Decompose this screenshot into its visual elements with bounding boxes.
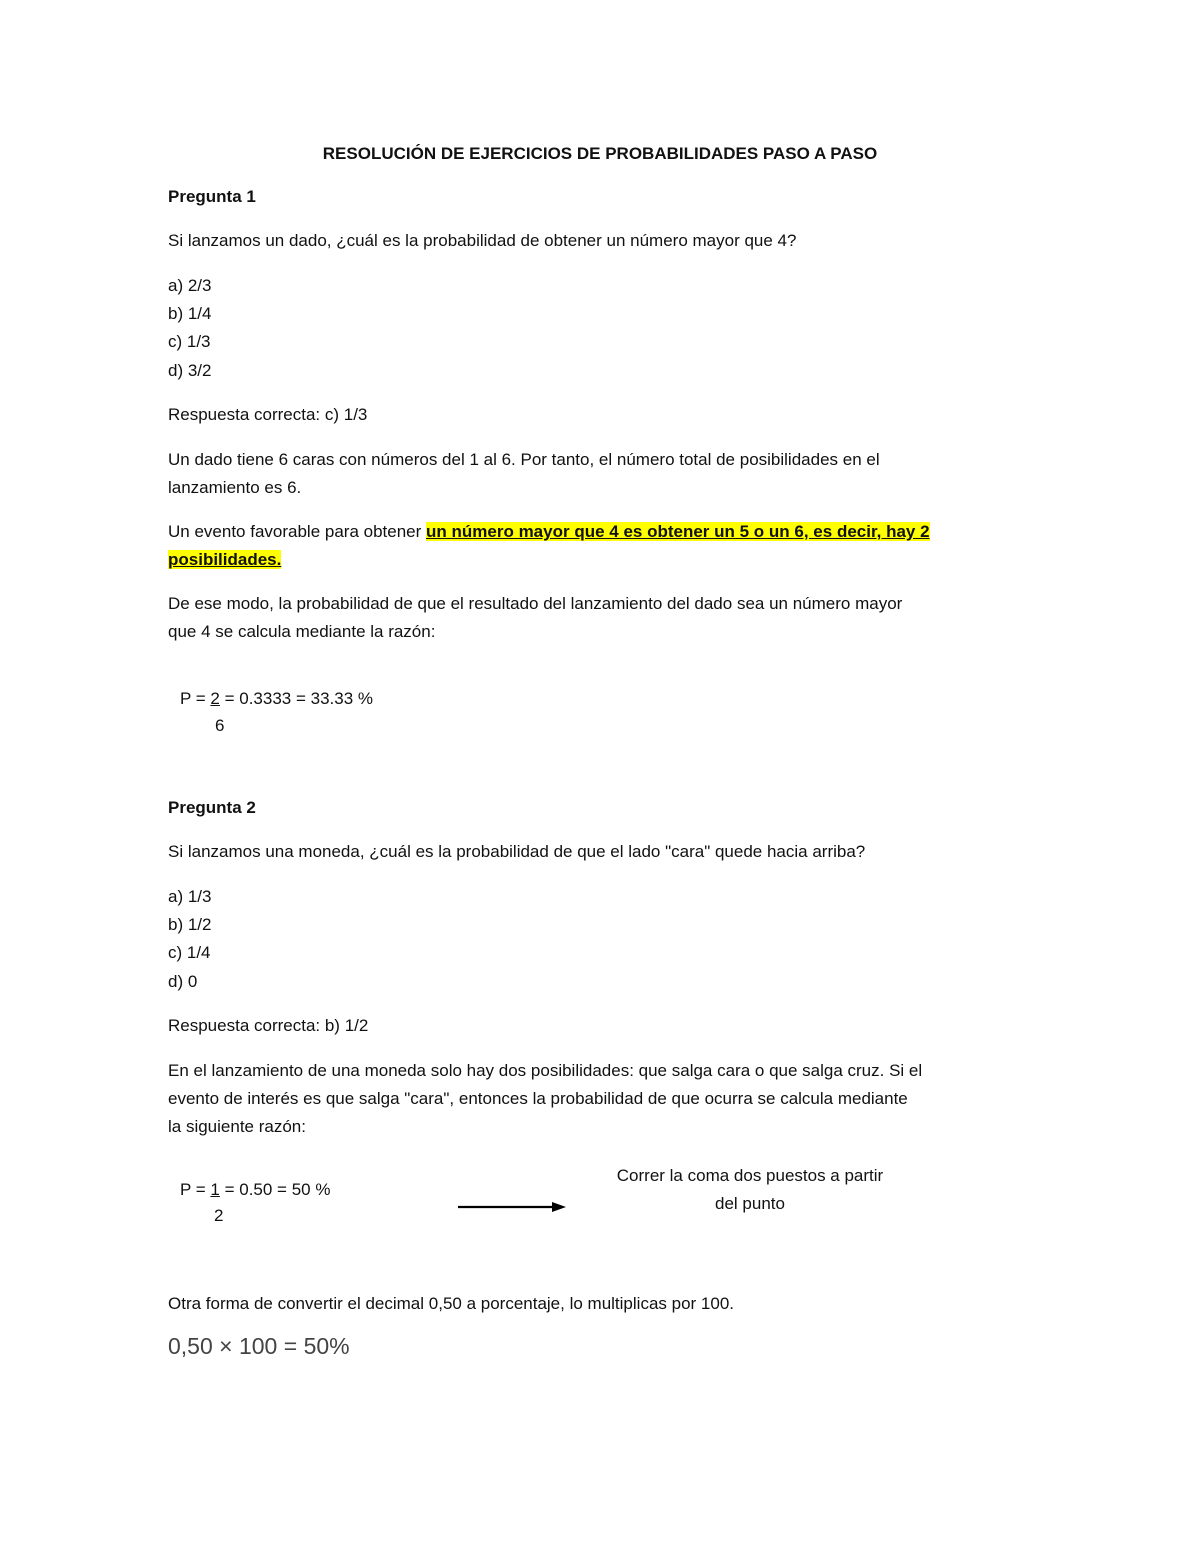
question-1-heading: Pregunta 1 <box>168 187 256 206</box>
question-1-explanation-3-line-1: De ese modo, la probabilidad de que el resultado del lanzamiento del dado sea un número mayor <box>168 594 903 613</box>
question-1-option-a: a) 2/3 <box>168 276 212 295</box>
question-2-heading: Pregunta 2 <box>168 798 256 817</box>
question-1-formula <box>180 685 373 713</box>
question-2-option-b: b) 1/2 <box>168 915 212 934</box>
question-2-formula <box>180 1176 330 1204</box>
right-arrow-icon <box>458 1200 566 1214</box>
question-1-formula-denominator: 6 <box>215 716 225 735</box>
multiplication-equation: 0,50 × 100 = 50% <box>168 1333 350 1359</box>
formula-numerator: 2 <box>210 689 220 708</box>
question-2-option-c: c) 1/4 <box>168 943 211 962</box>
explanation-2-prefix: Un evento favorable para obtener <box>168 522 427 541</box>
question-2-explanation-line-2: evento de interés es que salga "cara", entonces la probabilidad de que ocurra se calcula mediante <box>168 1089 908 1108</box>
question-1-text: Si lanzamos un dado, ¿cuál es la probabilidad de obtener un número mayor que 4? <box>168 231 797 250</box>
formula-numerator: 1 <box>210 1180 220 1199</box>
formula-rest: = 0.50 = 50 % <box>219 1180 331 1199</box>
arrow-note-line-2: del punto <box>715 1194 785 1213</box>
question-1-explanation-1-line-1: Un dado tiene 6 caras con números del 1 al 6. Por tanto, el número total de posibilidades en el <box>168 450 880 469</box>
formula-prefix: P = <box>180 689 211 708</box>
question-1-option-c: c) 1/3 <box>168 332 211 351</box>
arrow-note-line-1: Correr la coma dos puestos a partir <box>616 1166 884 1185</box>
document-title: RESOLUCIÓN DE EJERCICIOS DE PROBABILIDADES PASO A PASO <box>322 144 878 163</box>
highlighted-text: posibilidades. <box>168 550 282 569</box>
formula-prefix: P = <box>180 1180 211 1199</box>
question-2-explanation-line-3: la siguiente razón: <box>168 1117 306 1136</box>
question-1-answer: Respuesta correcta: c) 1/3 <box>168 405 368 424</box>
question-1-option-b: b) 1/4 <box>168 304 212 323</box>
question-2-text: Si lanzamos una moneda, ¿cuál es la probabilidad de que el lado "cara" quede hacia arriba? <box>168 842 866 861</box>
question-1-explanation-3-line-2: que 4 se calcula mediante la razón: <box>168 622 436 641</box>
question-1-explanation-2-line-1 <box>168 518 930 546</box>
arrow-note <box>580 1162 920 1218</box>
question-2-formula-denominator: 2 <box>214 1206 224 1225</box>
question-2-option-a: a) 1/3 <box>168 887 212 906</box>
question-1-explanation-1-line-2: lanzamiento es 6. <box>168 478 302 497</box>
question-2-explanation-line-1: En el lanzamiento de una moneda solo hay dos posibilidades: que salga cara o que salga cruz. Si el <box>168 1061 923 1080</box>
highlighted-text: un número mayor que 4 es obtener un 5 o un 6, es decir, hay 2 <box>426 522 930 541</box>
formula-rest: = 0.3333 = 33.33 % <box>219 689 373 708</box>
question-2-option-d: d) 0 <box>168 972 198 991</box>
question-1-option-d: d) 3/2 <box>168 361 212 380</box>
question-1-explanation-2-line-2 <box>168 546 281 574</box>
other-way-text: Otra forma de convertir el decimal 0,50 a porcentaje, lo multiplicas por 100. <box>168 1294 734 1313</box>
question-2-answer: Respuesta correcta: b) 1/2 <box>168 1016 369 1035</box>
